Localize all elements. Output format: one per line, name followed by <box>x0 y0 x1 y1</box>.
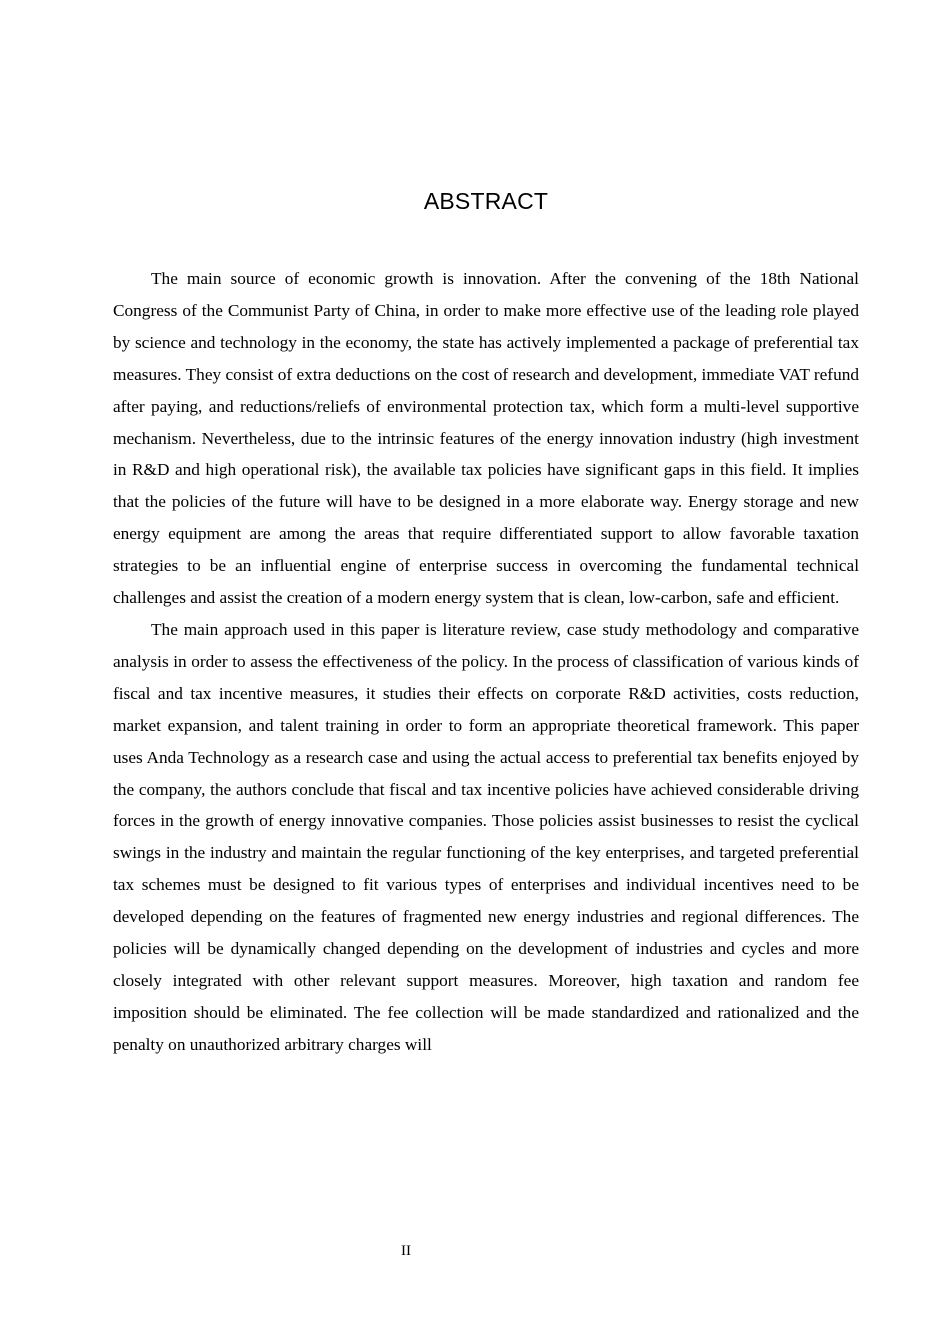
page-number: II <box>401 1243 411 1259</box>
abstract-paragraph-2: The main approach used in this paper is literature review, case study methodology and comparative analysis in order to assess the effectiveness of the policy. In the process of classification of various kinds of fiscal and tax incentive measures, it studies their effects on corporate R&D activities, costs reduction, market expansion, and talent training in order to form an appropriate theoretical framework. This paper uses Anda Technology as a research case and using the actual access to preferential tax benefits enjoyed by the company, the authors conclude that fiscal and tax incentive policies have achieved considerable driving forces in the growth of energy innovative companies. Those policies assist businesses to resist the cyclical swings in the industry and maintain the regular functioning of the key enterprises, and targeted preferential tax schemes must be designed to fit various types of enterprises and individual incentives need to be developed depending on the features of fragmented new energy industries and regional differences. The policies will be dynamically changed depending on the development of industries and cycles and more closely integrated with other relevant support measures. Moreover, high taxation and random fee imposition should be eliminated. The fee collection will be made standardized and rationalized and the penalty on unauthorized arbitrary charges will <box>113 619 859 1054</box>
abstract-title: ABSTRACT <box>423 188 549 214</box>
abstract-body <box>113 263 859 1061</box>
abstract-paragraph-1: The main source of economic growth is innovation. After the convening of the 18th National Congress of the Communist Party of China, in order to make more effective use of the leading role played by science and technology in the economy, the state has actively implemented a package of preferential tax measures. They consist of extra deductions on the cost of research and development, immediate VAT refund after paying, and reductions/reliefs of environmental protection tax, which form a multi-level supportive mechanism. Nevertheless, due to the intrinsic features of the energy innovation industry (high investment in R&D and high operational risk), the available tax policies have significant gaps in this field. It implies that the policies of the future will have to be designed in a more elaborate way. Energy storage and new energy equipment are among the areas that require differentiated support to allow favorable taxation strategies to be an influential engine of enterprise success in overcoming the fundamental technical challenges and assist the creation of a modern energy system that is clean, low-carbon, safe and efficient. <box>113 269 859 608</box>
